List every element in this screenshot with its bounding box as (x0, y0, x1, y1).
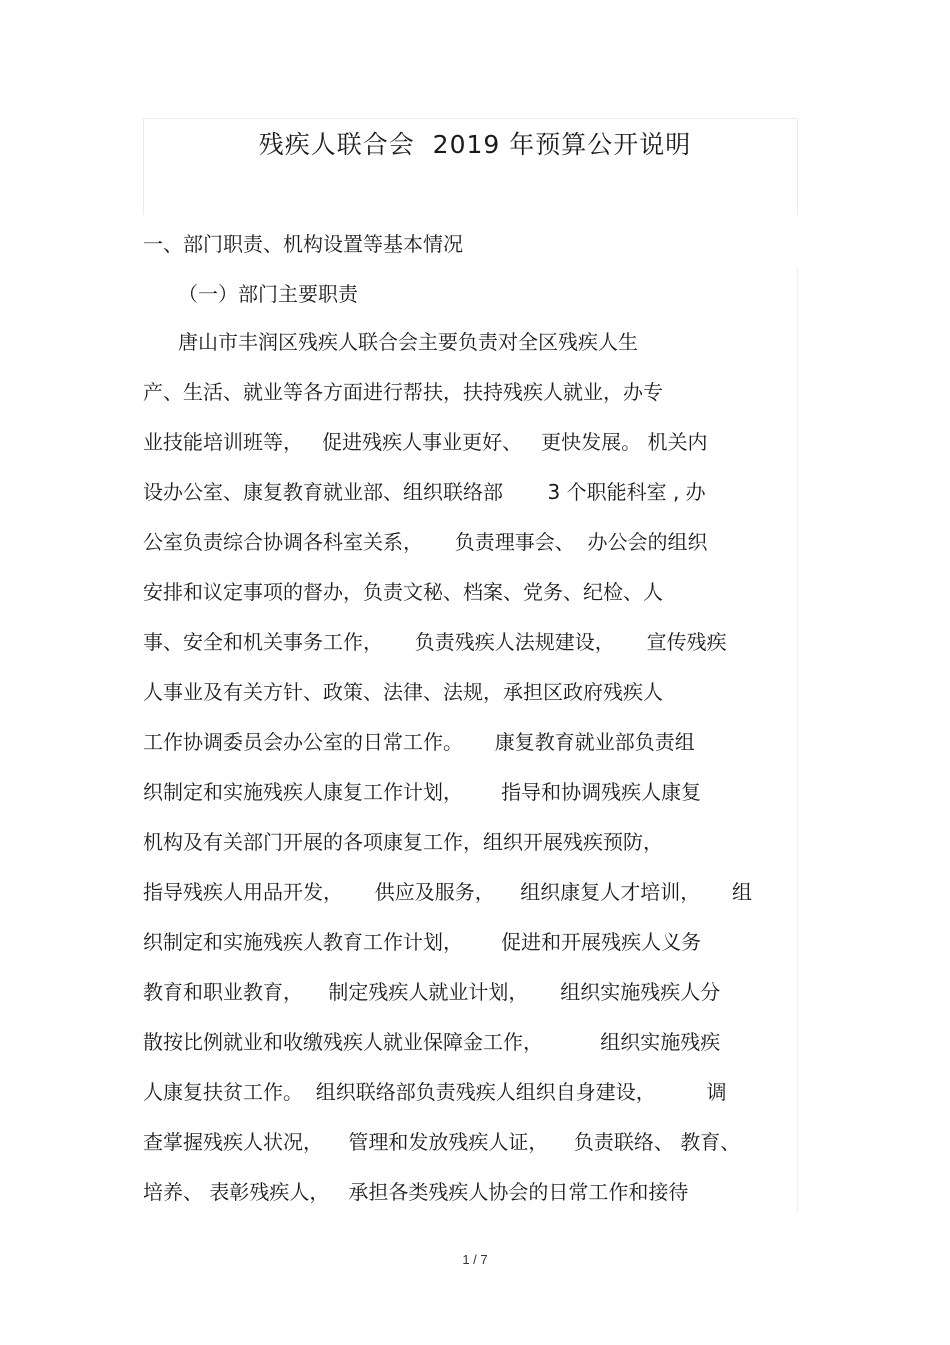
body-line: 指导残疾人用品开发， 供应及服务， 组织康复人才培训， 组 (143, 880, 753, 904)
body-line: 散按比例就业和收缴残疾人就业保障金工作， 组织实施残疾 (143, 1030, 721, 1054)
body-line: 机构及有关部门开展的各项康复工作，组织开展残疾预防， (143, 830, 663, 854)
page-frame-top-line (143, 118, 798, 119)
body-line: 教育和职业教育， 制定残疾人就业计划， 组织实施残疾人分 (143, 980, 721, 1004)
body-paragraph (143, 327, 795, 1227)
body-line: 唐山市丰润区残疾人联合会主要负责对全区残疾人生 (178, 330, 638, 354)
document-title: 残疾人联合会 2019 年预算公开说明 (258, 130, 692, 159)
body-line: 织制定和实施残疾人康复工作计划， 指导和协调残疾人康复 (143, 780, 702, 804)
body-line: 织制定和实施残疾人教育工作计划， 促进和开展残疾人义务 (143, 930, 702, 954)
page-number: 1 / 7 (462, 1252, 488, 1267)
section-heading: 一、部门职责、机构设置等基本情况 (143, 232, 463, 256)
body-line: 安排和议定事项的督办，负责文秘、档案、党务、纪检、人 (143, 580, 663, 604)
body-line: 查掌握残疾人状况， 管理和发放残疾人证， 负责联络、 教育、 (143, 1130, 741, 1154)
body-line: 公室负责综合协调各科室关系， 负责理事会、 办公会的组织 (143, 530, 708, 554)
body-line: 工作协调委员会办公室的日常工作。 康复教育就业部负责组 (143, 730, 695, 754)
body-line: 人康复扶贫工作。 组织联络部负责残疾人组织自身建设， 调 (143, 1080, 727, 1104)
body-line: 培养、 表彰残疾人， 承担各类残疾人协会的日常工作和接待 (143, 1180, 689, 1204)
body-line: 业技能培训班等， 促进残疾人事业更好、 更快发展。 机关内 (143, 430, 708, 454)
body-line: 人事业及有关方针、政策、法律、法规，承担区政府残疾人 (143, 680, 663, 704)
body-line: 事、安全和机关事务工作， 负责残疾人法规建设， 宣传残疾 (143, 630, 727, 654)
page-frame-right-line-lower (797, 268, 798, 1213)
sub-heading: （一）部门主要职责 (178, 282, 358, 306)
body-line: 设办公室、康复教育就业部、组织联络部 3 个职能科室 , 办 (143, 480, 706, 504)
body-line: 产、生活、就业等各方面进行帮扶，扶持残疾人就业，办专 (143, 380, 663, 404)
